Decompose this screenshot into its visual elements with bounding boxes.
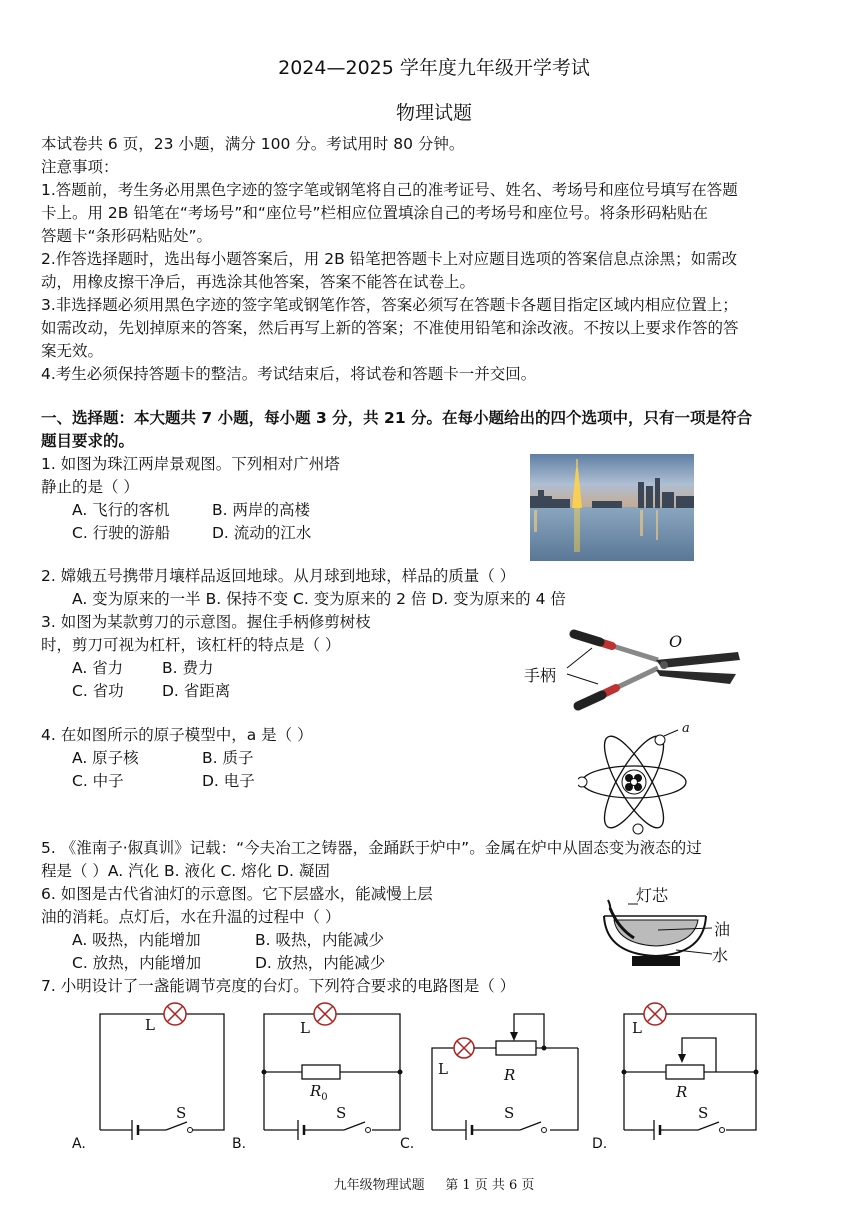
pivot-label: O [669, 632, 683, 651]
option-c: C. 放热，内能增加 [72, 954, 202, 972]
shears-diagram [560, 626, 744, 712]
notice-line: 案无效。 [41, 342, 104, 360]
wick-label: 灯芯 [636, 886, 669, 905]
option-d: D. 放热，内能减少 [255, 954, 386, 972]
option-a: A. 飞行的客机 [72, 501, 170, 519]
option-c: C. 中子 [72, 772, 124, 790]
option-b: B. 费力 [162, 659, 214, 677]
option-b: B. 吸热，内能减少 [255, 931, 384, 949]
option-d: D. 流动的江水 [212, 524, 312, 542]
resistor-label: R [676, 1083, 688, 1101]
atom-model-diagram [578, 728, 690, 836]
page-footer: 九年级物理试题 第 1 页 共 6 页 [333, 1178, 535, 1193]
option-a: A. 原子核 [72, 749, 139, 767]
notice-heading: 注意事项： [41, 158, 119, 176]
resistor-label [310, 1082, 328, 1103]
option-c: C. 省功 [72, 682, 124, 700]
question-stem: 2. 嫦娥五号携带月壤样品返回地球。从月球到地球，样品的质量（ ） [41, 567, 516, 585]
notice-line: 2.作答选择题时，选出每小题答案后，用 2B 铅笔把答题卡上对应题目选项的答案信息点涂黑；如需改 [41, 250, 738, 268]
question-stem: 3. 如图为某款剪刀的示意图。握住手柄修剪树枝 [41, 613, 371, 631]
notice-line: 1.答题前，考生务必用黑色字迹的签字笔或钢笔将自己的准考证号、姓名、考场号和座位号填写在答题 [41, 181, 738, 199]
choice-letter: A. [72, 1136, 86, 1152]
question-stem: 7. 小明设计了一盏能调节亮度的台灯。下列符合要求的电路图是（ ） [41, 977, 516, 995]
choice-letter: D. [592, 1136, 608, 1152]
exam-summary: 本试卷共 6 页，23 小题，满分 100 分。考试用时 80 分钟。 [41, 135, 465, 153]
section-heading: 一、选择题：本大题共 7 小题，每小题 3 分，共 21 分。在每小题给出的四个选项中，只有一项是符合 [41, 409, 753, 427]
exam-subtitle: 物理试题 [395, 102, 472, 124]
option-d: D. 电子 [202, 772, 255, 790]
resistor-label: R [504, 1066, 516, 1084]
lamp-label: L [632, 1019, 642, 1037]
choice-letter: C. [400, 1136, 415, 1152]
circuit-b-diagram [254, 1000, 410, 1156]
option-a: A. 省力 [72, 659, 124, 677]
notice-line: 3.非选择题必须用黑色字迹的签字笔或钢笔作答，答案必须写在答题卡各题目指定区域内相应位置上； [41, 296, 738, 314]
option-b: B. 两岸的高楼 [212, 501, 310, 519]
oil-lamp-diagram [598, 898, 722, 974]
lamp-label: L [438, 1060, 448, 1078]
switch-label: S [176, 1104, 187, 1122]
question-stem: 6. 如图是古代省油灯的示意图。它下层盛水，能减慢上层 [41, 885, 433, 903]
notice-line: 4.考生必须保持答题卡的整洁。考试结束后，将试卷和答题卡一并交回。 [41, 365, 537, 383]
question-stem: 4. 在如图所示的原子模型中，a 是（ ） [41, 726, 313, 744]
water-label: 水 [712, 946, 729, 965]
option-b: B. 质子 [202, 749, 254, 767]
notice-line: 卡上。用 2B 铅笔在“考场号”和“座位号”栏相应位置填涂自己的考场号和座位号。将条形码粘贴在 [41, 204, 708, 222]
options-line: A. 变为原来的一半 B. 保持不变 C. 变为原来的 2 倍 D. 变为原来的 4 倍 [72, 590, 566, 608]
electron-label: a [682, 721, 690, 736]
question-stem: 油的消耗。点灯后，水在升温的过程中（ ） [41, 908, 341, 926]
lamp-label: L [145, 1016, 155, 1034]
resistor-symbol: R [310, 1082, 322, 1100]
switch-label: S [698, 1104, 709, 1122]
question-stem: 静止的是（ ） [41, 478, 139, 496]
section-heading: 题目要求的。 [41, 432, 135, 450]
choice-letter: B. [232, 1136, 247, 1152]
question-stem: 5. 《淮南子·俶真训》记载：“今夫冶工之铸器，金踊跃于炉中”。金属在炉中从固态变为液态的过 [41, 839, 702, 857]
notice-line: 答题卡“条形码粘贴处”。 [41, 227, 213, 245]
switch-label: S [336, 1104, 347, 1122]
handle-label: 手柄 [524, 666, 557, 685]
oil-label: 油 [714, 920, 731, 939]
lamp-label: L [300, 1019, 310, 1037]
question-stem: 程是（ ）A. 汽化 B. 液化 C. 熔化 D. 凝固 [41, 862, 330, 880]
resistor-subscript: 0 [321, 1092, 328, 1103]
question-stem: 1. 如图为珠江两岸景观图。下列相对广州塔 [41, 455, 340, 473]
option-a: A. 吸热，内能增加 [72, 931, 201, 949]
exam-title: 2024—2025 学年度九年级开学考试 [278, 57, 590, 79]
notice-line: 动，用橡皮擦干净后，再选涂其他答案，答案不能答在试卷上。 [41, 273, 476, 291]
switch-label: S [504, 1104, 515, 1122]
question-stem: 时，剪刀可视为杠杆，该杠杆的特点是（ ） [41, 636, 341, 654]
notice-line: 如需改动，先划掉原来的答案，然后再写上新的答案；不准使用铅笔和涂改液。不按以上要求作答的答 [41, 319, 739, 337]
option-c: C. 行驶的游船 [72, 524, 171, 542]
option-d: D. 省距离 [162, 682, 231, 700]
pearl-river-photo [530, 454, 694, 561]
